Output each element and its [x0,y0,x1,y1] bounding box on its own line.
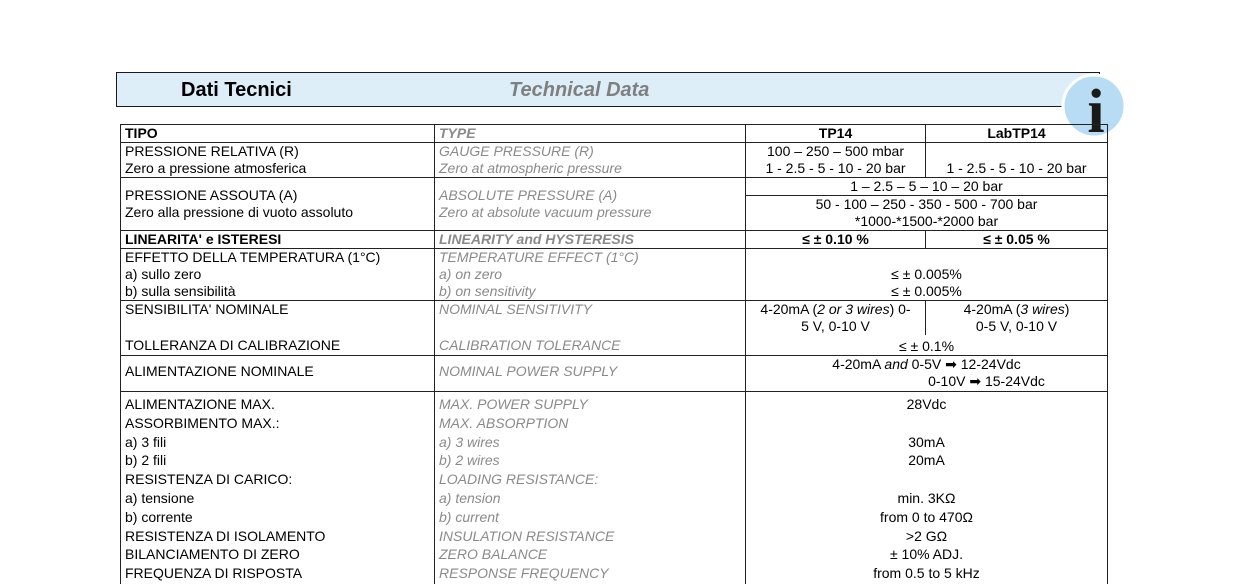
label: MAX. ABSORPTION [439,414,569,431]
value: 0-5V [907,356,942,372]
cell-it [121,178,435,231]
label: GAUGE PRESSURE (R) [439,143,594,159]
arrow-right-icon: ➡ [969,373,982,389]
label: TOLLERANZA DI CALIBRAZIONE [125,336,341,353]
row-nominal-power [121,356,1108,392]
info-glyph: i [1087,78,1105,140]
cell-values [746,356,1108,392]
label: b) current [439,508,499,525]
table-header-row [121,125,1108,143]
label: ABSOLUTE PRESSURE (A) [439,187,618,203]
label: ALIMENTAZIONE MAX. [125,396,275,412]
cell-it [121,356,435,392]
label: PRESSIONE ASSOUTA (A) [125,187,298,203]
label: TEMPERATURE EFFECT (1°C) [439,249,639,265]
value: >2 GΩ [905,527,948,544]
label: ALIMENTAZIONE NOMINALE [125,363,314,379]
col-header-it: TIPO [121,125,435,143]
value: 4-20mA ( [963,301,1021,317]
col-header-tp14: TP14 [746,125,926,143]
label: BILANCIAMENTO DI ZERO [125,546,300,563]
cell-it: LINEARITA' e ISTERESI [121,231,435,249]
label: a) tensione [125,489,195,506]
cell-values [746,178,1108,231]
value: 0-5 V, 0-10 V [975,318,1058,334]
value: and [884,356,908,372]
value: 3 wires [1020,301,1065,317]
cell-en [435,178,746,231]
label: Zero at absolute vacuum pressure [439,204,652,220]
value: ≤ ± 0.005% [891,283,962,299]
header-bar [116,72,1100,107]
label: NOMINAL POWER SUPPLY [439,363,618,379]
value: 30mA [908,433,945,450]
arrow-right-icon: ➡ [945,356,957,372]
label: Zero a pressione atmosferica [125,160,307,176]
cell-en [435,249,746,301]
label: MAX. POWER SUPPLY [439,396,588,412]
label: NOMINAL SENSITIVITY [439,301,592,317]
title-italian: Dati Tecnici [181,79,292,101]
label: b) 2 wires [439,452,500,469]
value: from 0.5 to 5 kHz [873,565,980,582]
cell-it [121,392,435,584]
label: CALIBRATION TOLERANCE [439,336,621,353]
label: a) 3 wires [439,433,500,450]
label: RESPONSE FREQUENCY [439,565,609,582]
row-sensitivity [121,301,1108,336]
label: a) on zero [439,266,503,282]
value: 15-24Vdc [984,373,1045,389]
label: SENSIBILITA' NOMINALE [125,301,289,317]
value: from 0 to 470Ω [880,508,973,525]
label: INSULATION RESISTANCE [439,527,615,544]
label: Zero alla pressione di vuoto assoluto [125,204,354,220]
value: 1 – 2.5 – 5 – 10 – 20 bar [850,178,1003,194]
cell-it [121,143,435,178]
value: ± 10% ADJ. [889,546,964,563]
label: EFFETTO DELLA TEMPERATURA (1°C) [125,249,381,265]
label: Zero at atmospheric pressure [439,160,622,176]
cell-values [746,335,1108,356]
row-misc-specs [121,392,1108,584]
col-header-en: TYPE [435,125,746,143]
cell-en [435,392,746,584]
value: ≤ ± 0.005% [891,266,962,282]
row-gauge-pressure [121,143,1108,178]
label: FREQUENZA DI RISPOSTA [125,565,303,582]
value: *1000-*1500-*2000 bar [854,213,999,229]
label: a) tension [439,489,501,506]
label: a) sullo zero [125,266,202,282]
row-absolute-pressure [121,178,1108,231]
row-temperature [121,249,1108,301]
cell-labtp14: ≤ ± 0.05 % [926,231,1108,249]
value: 0-10V [928,373,966,389]
cell-labtp14 [926,301,1108,336]
value: ) 0- [889,301,911,317]
label: ZERO BALANCE [439,546,548,563]
label: b) 2 fili [125,452,167,469]
value: 5 V, 0-10 V [801,318,870,334]
value: 50 - 100 – 250 - 350 - 500 - 700 bar [746,195,1107,213]
label: b) corrente [125,508,193,525]
label: RESISTENZA DI ISOLAMENTO [125,527,326,544]
cell-it [121,301,435,356]
label: RESISTENZA DI CARICO: [125,471,293,488]
value: 4-20mA ( [760,301,818,317]
title-english: Technical Data [509,79,650,101]
cell-values [746,249,1108,301]
label: b) sulla sensibilità [125,283,236,299]
cell-tp14 [746,301,926,336]
cell-en [435,301,746,356]
cell-it [121,249,435,301]
value: 2 or 3 wires [817,301,890,317]
value: 100 – 250 – 500 mbar [767,143,904,159]
label: PRESSIONE RELATIVA (R) [125,143,299,159]
label: b) on sensitivity [439,283,536,299]
value [750,471,1103,490]
value: min. 3KΩ [897,489,956,506]
value: 4-20mA [832,356,885,372]
cell-en [435,356,746,392]
value: ≤ ± 0.1% [898,338,955,354]
label: a) 3 fili [125,433,167,450]
value: 1 - 2.5 - 5 - 10 - 20 bar [946,160,1087,176]
cell-values [746,392,1108,584]
value: 28Vdc [906,396,947,412]
cell-tp14: ≤ ± 0.10 % [746,231,926,249]
label: LOADING RESISTANCE: [439,471,599,488]
cell-tp14 [746,143,926,178]
spec-table [120,124,1108,584]
value [750,415,1103,434]
row-linearity [121,231,1108,249]
cell-en: LINEARITY and HYSTERESIS [435,231,746,249]
cell-en [435,143,746,178]
value: ) [1064,301,1070,317]
cell-labtp14 [926,143,1108,178]
value: 20mA [908,452,945,469]
value: 12-24Vdc [960,356,1021,372]
col-header-labtp14: LabTP14 [926,125,1108,143]
value: 1 - 2.5 - 5 - 10 - 20 bar [765,160,906,176]
label: ASSORBIMENTO MAX.: [125,414,280,431]
